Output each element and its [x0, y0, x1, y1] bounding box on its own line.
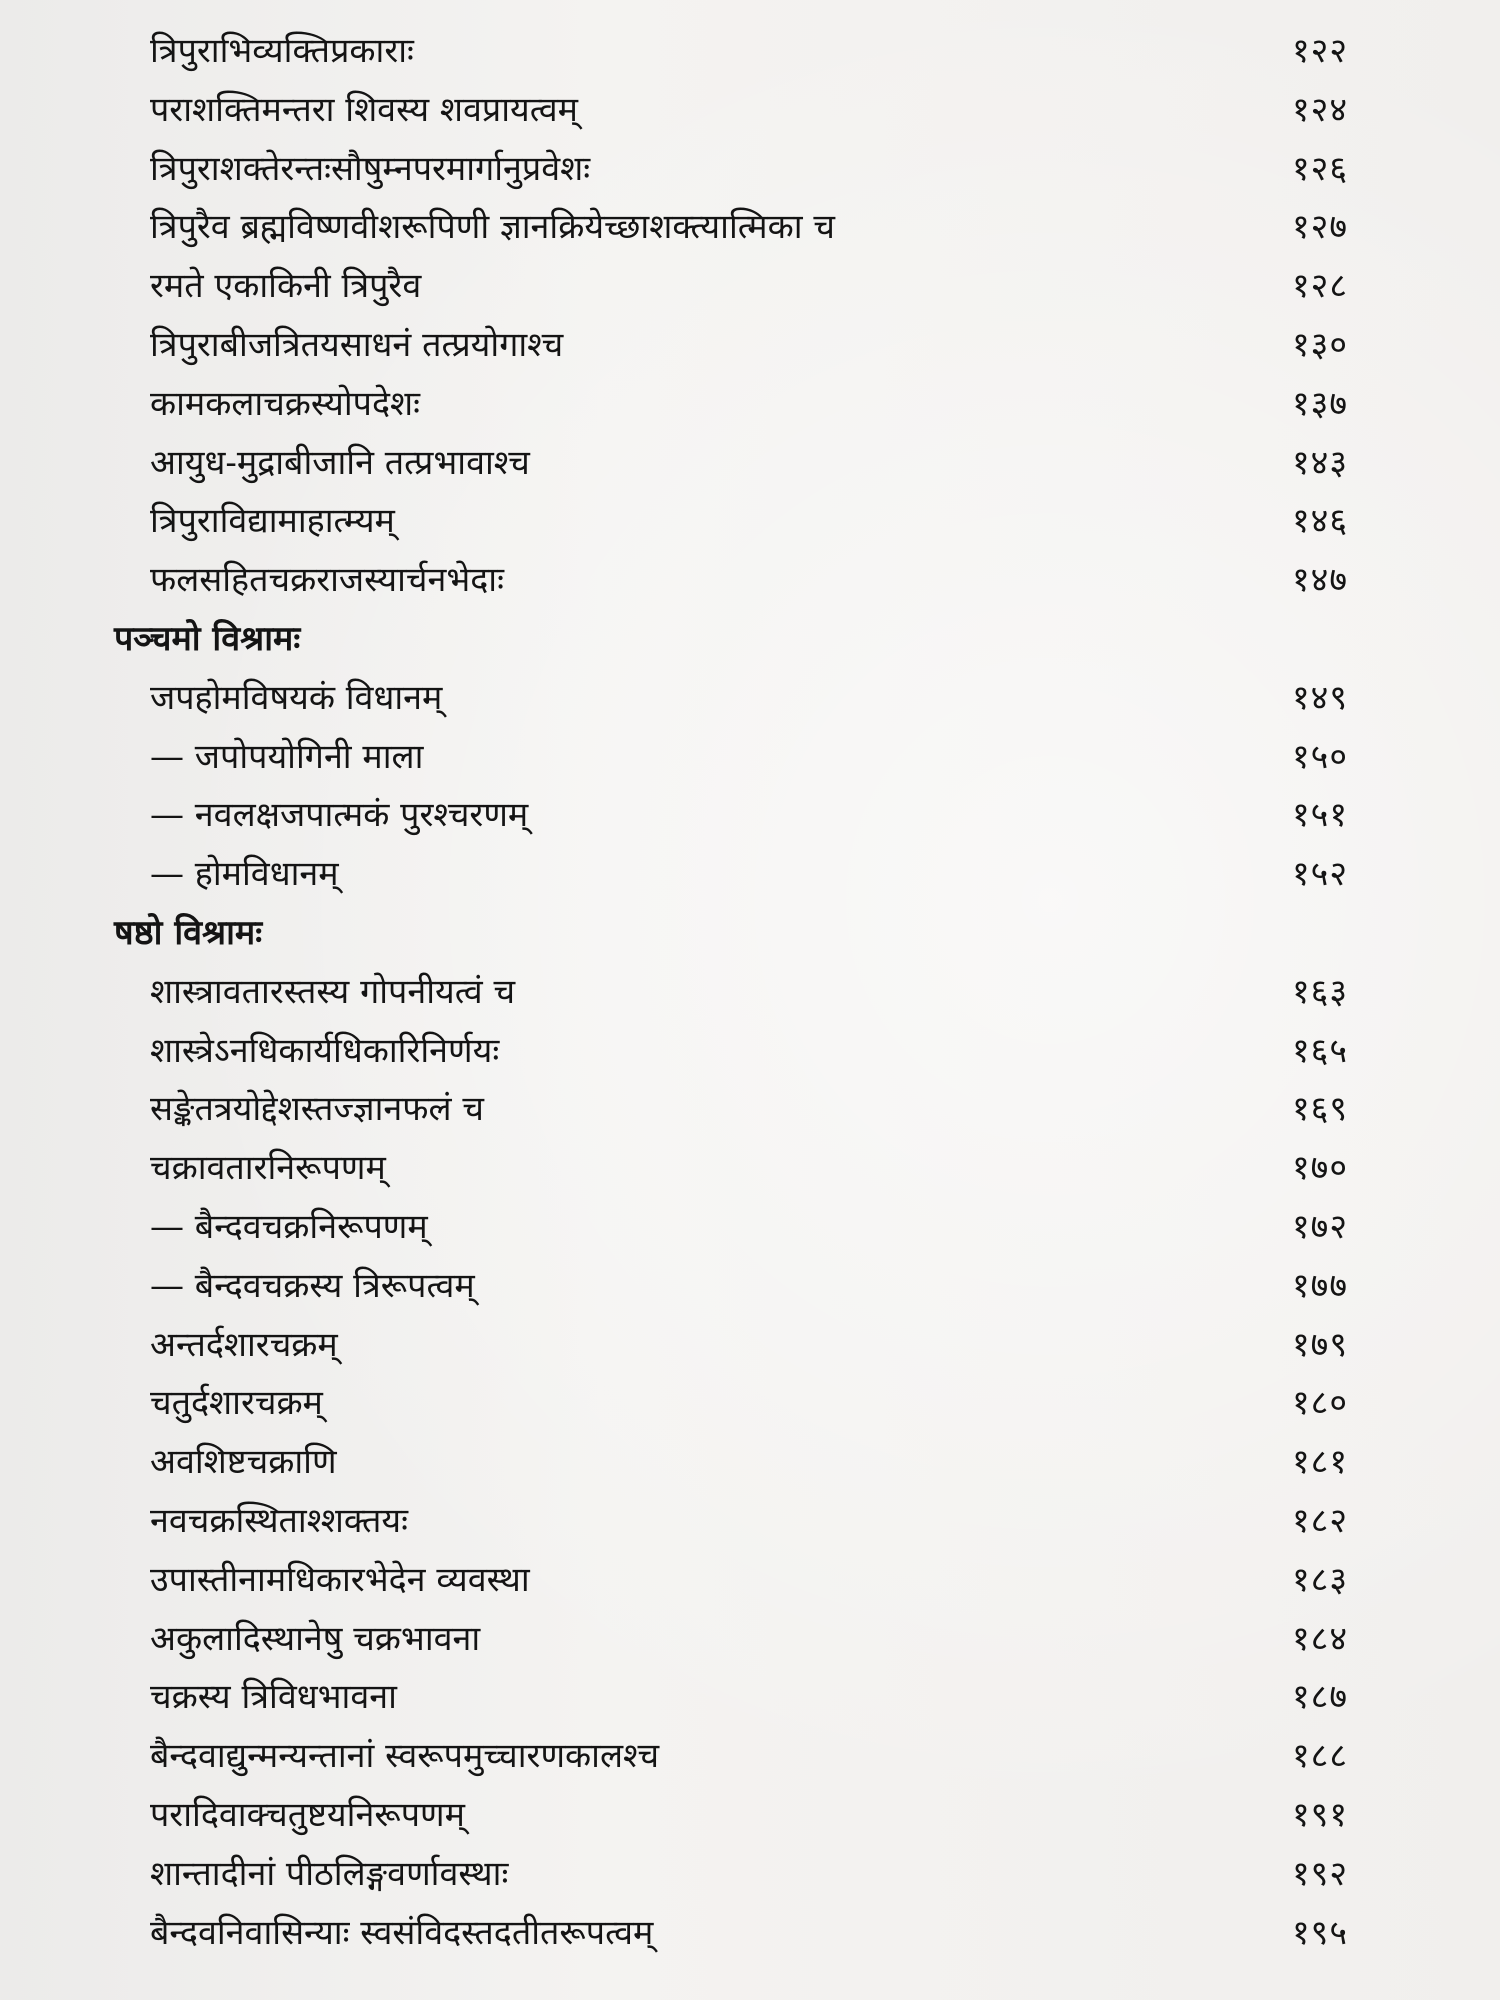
- toc-entry-title: अवशिष्टचक्राणि: [150, 1442, 337, 1483]
- toc-entry-title: त्रिपुराभिव्यक्तिप्रकाराः: [150, 31, 414, 71]
- toc-entry-title: अकुलादिस्थानेषु चक्रभावना: [150, 1618, 481, 1659]
- toc-entry-title: रमते एकाकिनी त्रिपुरैव: [150, 266, 422, 307]
- toc-page-number: १८८: [1291, 1736, 1348, 1777]
- toc-page-number: १२७: [1291, 207, 1348, 248]
- toc-page-number: १९५: [1291, 1912, 1348, 1953]
- toc-page-number: १३०: [1291, 324, 1348, 365]
- toc-page-number: १८३: [1291, 1559, 1348, 1600]
- toc-entry: [0, 375, 1500, 434]
- toc-entry: [0, 1316, 1500, 1375]
- toc-page-number: १४६: [1291, 501, 1348, 542]
- toc-page-number: १२६: [1291, 148, 1348, 189]
- table-of-contents: [0, 22, 1500, 1962]
- toc-page-number: १६३: [1291, 971, 1348, 1012]
- toc-entry-title: त्रिपुराविद्यामाहात्म्यम्: [150, 501, 395, 542]
- toc-entry-title: बैन्दवाद्युन्मन्यन्तानां स्वरूपमुच्चारणकालश्च: [150, 1736, 660, 1777]
- toc-entry-title: चतुर्दशारचक्रम्: [150, 1383, 323, 1424]
- toc-page-number: १५०: [1291, 736, 1348, 777]
- toc-page-number: १५२: [1291, 854, 1348, 895]
- toc-entry-title: — बैन्दवचक्रस्य त्रिरूपत्वम्: [150, 1265, 475, 1306]
- section-heading-title: पञ्चमो विश्रामः: [114, 618, 301, 659]
- toc-entry-title: जपहोमविषयकं विधानम्: [150, 677, 443, 718]
- toc-entry-title: चक्रस्य त्रिविधभावना: [150, 1677, 397, 1718]
- toc-entry: [0, 140, 1500, 199]
- toc-entry: [0, 1257, 1500, 1316]
- toc-entry: [0, 198, 1500, 257]
- toc-page-number: १२२: [1291, 31, 1348, 71]
- toc-page-number: १४७: [1291, 560, 1348, 601]
- toc-entry-title: — नवलक्षजपात्मकं पुरश्चरणम्: [150, 795, 529, 836]
- toc-entry-title: शास्त्रावतारस्तस्य गोपनीयत्वं च: [150, 971, 516, 1012]
- toc-page-number: १२४: [1291, 89, 1348, 130]
- toc-page-number: १८२: [1291, 1500, 1348, 1541]
- toc-page-number: १३७: [1291, 383, 1348, 424]
- toc-entry-title: कामकलाचक्रस्योपदेशः: [150, 383, 421, 424]
- section-heading-title: षष्ठो विश्रामः: [114, 912, 263, 953]
- toc-entry-title: — जपोपयोगिनी माला: [150, 736, 424, 777]
- toc-entry-title: त्रिपुराबीजत्रितयसाधनं तत्प्रयोगाश्च: [150, 324, 564, 365]
- toc-page-number: १४३: [1291, 442, 1348, 483]
- toc-entry: [0, 22, 1500, 81]
- toc-page-number: १९२: [1291, 1853, 1348, 1894]
- toc-page-number: १४९: [1291, 677, 1348, 718]
- toc-page-number: १८०: [1291, 1383, 1348, 1424]
- toc-entry: [0, 1727, 1500, 1786]
- toc-entry-title: फलसहितचक्रराजस्यार्चनभेदाः: [150, 560, 504, 601]
- toc-entry: [0, 1904, 1500, 1963]
- section-heading: [0, 904, 1500, 963]
- toc-page-number: १६९: [1291, 1089, 1348, 1130]
- toc-entry-title: सङ्केतत्रयोद्देशस्तज्ज्ञानफलं च: [150, 1089, 484, 1130]
- toc-page-number: १७९: [1291, 1324, 1348, 1365]
- toc-entry-title: शास्त्रेऽनधिकार्यधिकारिनिर्णयः: [150, 1030, 500, 1071]
- toc-entry-title: उपास्तीनामधिकारभेदेन व्यवस्था: [150, 1559, 530, 1600]
- toc-entry: [0, 492, 1500, 551]
- toc-entry: [0, 1433, 1500, 1492]
- toc-page-number: १७२: [1291, 1206, 1348, 1247]
- toc-entry: [0, 1668, 1500, 1727]
- toc-entry-title: नवचक्रस्थिताश्शक्तयः: [150, 1500, 409, 1541]
- section-heading: [0, 610, 1500, 669]
- toc-entry: [0, 257, 1500, 316]
- toc-entry-title: अन्तर्दशारचक्रम्: [150, 1324, 338, 1365]
- toc-page-number: १८४: [1291, 1618, 1348, 1659]
- toc-page-number: १६५: [1291, 1030, 1348, 1071]
- toc-entry: [0, 669, 1500, 728]
- toc-entry: [0, 434, 1500, 493]
- toc-entry-title: शान्तादीनां पीठलिङ्गवर्णावस्थाः: [150, 1853, 509, 1894]
- toc-entry: [0, 551, 1500, 610]
- toc-entry-title: परादिवाक्चतुष्टयनिरूपणम्: [150, 1794, 465, 1835]
- toc-entry: [0, 1786, 1500, 1845]
- toc-entry: [0, 1492, 1500, 1551]
- toc-entry-title: बैन्दवनिवासिन्याः स्वसंविदस्तदतीतरूपत्वम्: [150, 1912, 654, 1953]
- toc-entry-title: त्रिपुराशक्तेरन्तःसौषुम्नपरमार्गानुप्रवेशः: [150, 148, 591, 189]
- toc-entry: [0, 963, 1500, 1022]
- toc-page-number: १२८: [1291, 266, 1348, 307]
- toc-entry: [0, 1022, 1500, 1081]
- toc-entry: [0, 1610, 1500, 1669]
- toc-entry-title: आयुध-मुद्राबीजानि तत्प्रभावाश्च: [150, 442, 530, 483]
- toc-page-number: १५१: [1291, 795, 1348, 836]
- toc-entry: [0, 81, 1500, 140]
- toc-entry: [0, 1198, 1500, 1257]
- toc-page-number: १७७: [1291, 1265, 1348, 1306]
- toc-page-number: १९१: [1291, 1794, 1348, 1835]
- toc-entry-title: — होमविधानम्: [150, 854, 339, 895]
- toc-page-number: १८७: [1291, 1677, 1348, 1718]
- toc-entry-title: त्रिपुरैव ब्रह्मविष्णवीशरूपिणी ज्ञानक्रियेच्छाशक्त्यात्मिका च: [150, 207, 835, 248]
- toc-entry: [0, 728, 1500, 787]
- toc-entry: [0, 845, 1500, 904]
- toc-entry: [0, 1080, 1500, 1139]
- toc-entry: [0, 1551, 1500, 1610]
- toc-entry: [0, 1845, 1500, 1904]
- toc-entry: [0, 316, 1500, 375]
- toc-entry-title: पराशक्तिमन्तरा शिवस्य शवप्रायत्वम्: [150, 89, 578, 130]
- toc-entry: [0, 1374, 1500, 1433]
- toc-entry-title: चक्रावतारनिरूपणम्: [150, 1148, 386, 1189]
- toc-entry: [0, 1139, 1500, 1198]
- toc-page-number: १८१: [1291, 1442, 1348, 1483]
- toc-entry-title: — बैन्दवचक्रनिरूपणम्: [150, 1206, 428, 1247]
- toc-page-number: १७०: [1291, 1148, 1348, 1189]
- toc-entry: [0, 786, 1500, 845]
